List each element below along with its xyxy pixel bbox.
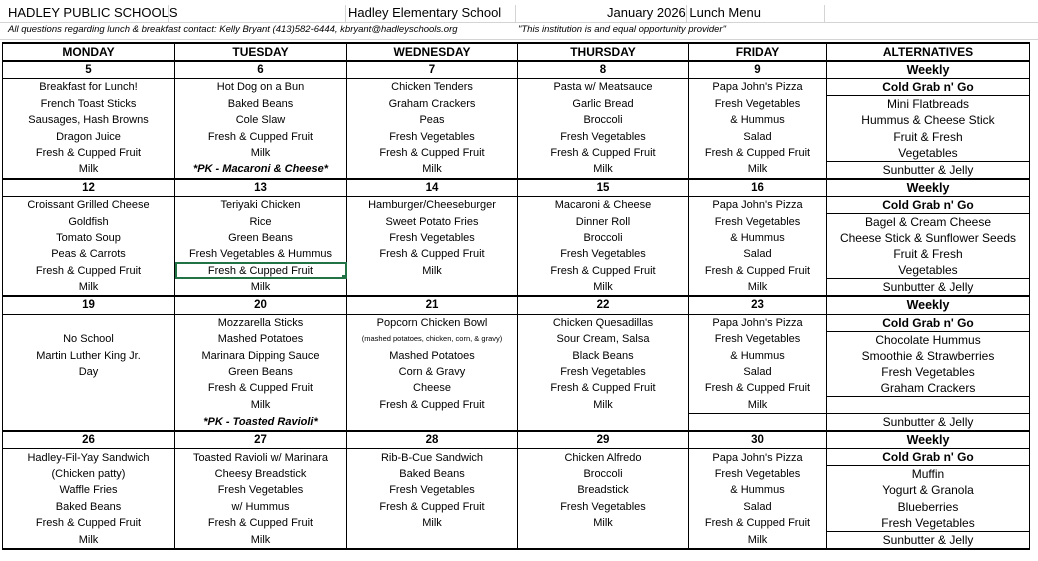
alternative-item[interactable]: Hummus & Cheese Stick xyxy=(827,112,1030,128)
menu-item[interactable]: Salad xyxy=(689,128,827,144)
menu-row xyxy=(3,161,1030,179)
alternative-item[interactable]: Vegetables xyxy=(827,145,1030,162)
menu-item[interactable] xyxy=(3,380,175,397)
weekly-label[interactable]: Weekly xyxy=(827,296,1030,314)
alternative-item[interactable]: Bagel & Cream Cheese xyxy=(827,213,1030,230)
date-cell[interactable]: 20 xyxy=(175,296,347,314)
menu-row xyxy=(3,145,1030,162)
menu-item[interactable]: Baked Beans xyxy=(3,499,175,515)
menu-item[interactable]: Fresh & Cupped Fruit xyxy=(3,262,175,279)
menu-item[interactable] xyxy=(347,531,518,549)
menu-item[interactable]: Fresh Vegetables xyxy=(689,331,827,348)
date-cell[interactable]: 30 xyxy=(689,431,827,449)
menu-item[interactable]: Milk xyxy=(518,279,689,297)
menu-row xyxy=(3,196,1030,213)
date-cell[interactable]: 23 xyxy=(689,296,827,314)
menu-row xyxy=(3,314,1030,331)
menu-item[interactable]: Fresh & Cupped Fruit xyxy=(3,145,175,162)
menu-item[interactable]: Broccoli xyxy=(518,230,689,246)
date-cell[interactable]: 12 xyxy=(3,179,175,197)
menu-item[interactable]: Peas xyxy=(347,112,518,128)
alternative-item[interactable]: Sunbutter & Jelly xyxy=(827,161,1030,179)
date-cell[interactable]: 27 xyxy=(175,431,347,449)
menu-item[interactable]: Dragon Juice xyxy=(3,128,175,144)
menu-item[interactable]: Fresh & Cupped Fruit xyxy=(689,262,827,279)
weekly-label[interactable]: Weekly xyxy=(827,431,1030,449)
menu-item[interactable]: Milk xyxy=(518,396,689,413)
menu-item[interactable]: Fresh & Cupped Fruit xyxy=(518,380,689,397)
menu-item[interactable]: Milk xyxy=(175,145,347,162)
alternative-item[interactable]: Mini Flatbreads xyxy=(827,96,1030,113)
menu-item[interactable]: Papa John's Pizza xyxy=(689,79,827,96)
menu-item[interactable]: Sweet Potato Fries xyxy=(347,213,518,230)
menu-item[interactable]: Milk xyxy=(3,531,175,549)
menu-item[interactable]: Fresh Vegetables xyxy=(689,96,827,113)
menu-item[interactable]: Broccoli xyxy=(518,112,689,128)
menu-item[interactable]: Fresh Vegetables & Hummus xyxy=(175,246,347,262)
menu-item[interactable]: Milk xyxy=(175,396,347,413)
column-header-alternatives[interactable]: ALTERNATIVES xyxy=(827,43,1030,61)
menu-item[interactable]: Fresh Vegetables xyxy=(347,128,518,144)
menu-item[interactable]: w/ Hummus xyxy=(175,499,347,515)
menu-item[interactable] xyxy=(3,414,175,432)
menu-item[interactable]: Hamburger/Cheeseburger xyxy=(347,196,518,213)
date-cell[interactable]: 5 xyxy=(3,61,175,79)
menu-item[interactable]: Milk xyxy=(518,161,689,179)
menu-item[interactable]: Fresh Vegetables xyxy=(347,230,518,246)
menu-item[interactable]: (Chicken patty) xyxy=(3,466,175,483)
menu-item[interactable]: Cheese xyxy=(347,380,518,397)
menu-item[interactable]: & Hummus xyxy=(689,482,827,498)
menu-item[interactable]: Martin Luther King Jr. xyxy=(3,348,175,364)
menu-item[interactable]: Cheesy Breadstick xyxy=(175,466,347,483)
alternative-item[interactable]: Cold Grab n' Go xyxy=(827,196,1030,213)
weekly-label[interactable]: Weekly xyxy=(827,179,1030,197)
alternative-item[interactable]: Yogurt & Granola xyxy=(827,482,1030,498)
menu-item[interactable]: Fresh & Cupped Fruit xyxy=(689,380,827,397)
menu-item[interactable]: Fresh & Cupped Fruit xyxy=(3,515,175,532)
menu-item[interactable]: Hot Dog on a Bun xyxy=(175,79,347,96)
menu-item[interactable]: Fresh & Cupped Fruit xyxy=(175,380,347,397)
date-cell[interactable]: 13 xyxy=(175,179,347,197)
menu-row xyxy=(3,499,1030,515)
menu-item[interactable]: Macaroni & Cheese xyxy=(518,196,689,213)
menu-item[interactable]: Rice xyxy=(175,213,347,230)
menu-item[interactable]: Milk xyxy=(689,396,827,413)
menu-item[interactable]: Milk xyxy=(689,279,827,297)
menu-item[interactable]: Chicken Alfredo xyxy=(518,449,689,466)
menu-item[interactable]: Breadstick xyxy=(518,482,689,498)
menu-item[interactable]: Fresh Vegetables xyxy=(518,246,689,262)
alternative-item[interactable]: Fruit & Fresh xyxy=(827,246,1030,262)
lunch-menu-table xyxy=(2,42,1030,550)
menu-item[interactable]: Graham Crackers xyxy=(347,96,518,113)
notice-cell[interactable]: "This institution is and equal opportunity provider" xyxy=(518,24,726,35)
menu-item[interactable]: Sausages, Hash Browns xyxy=(3,112,175,128)
menu-item[interactable]: Toasted Ravioli w/ Marinara xyxy=(175,449,347,466)
menu-item[interactable]: French Toast Sticks xyxy=(3,96,175,113)
menu-item[interactable]: Papa John's Pizza xyxy=(689,449,827,466)
menu-item[interactable]: Teriyaki Chicken xyxy=(175,196,347,213)
menu-item[interactable]: & Hummus xyxy=(689,348,827,364)
alternative-item[interactable]: Sunbutter & Jelly xyxy=(827,414,1030,432)
menu-row xyxy=(3,246,1030,262)
menu-item[interactable]: Fresh & Cupped Fruit xyxy=(518,262,689,279)
column-header-wednesday[interactable]: WEDNESDAY xyxy=(347,43,518,61)
menu-row xyxy=(3,348,1030,364)
date-cell[interactable]: 22 xyxy=(518,296,689,314)
menu-item[interactable]: Dinner Roll xyxy=(518,213,689,230)
alternative-item[interactable]: Chocolate Hummus xyxy=(827,331,1030,348)
menu-item[interactable]: Mashed Potatoes xyxy=(175,331,347,348)
menu-item[interactable]: Mashed Potatoes xyxy=(347,348,518,364)
alternative-item[interactable]: Fresh Vegetables xyxy=(827,364,1030,380)
date-cell[interactable]: 14 xyxy=(347,179,518,197)
menu-item[interactable]: Papa John's Pizza xyxy=(689,196,827,213)
menu-item[interactable]: Fresh & Cupped Fruit xyxy=(347,145,518,162)
menu-row xyxy=(3,396,1030,413)
date-cell[interactable]: 19 xyxy=(3,296,175,314)
menu-item[interactable]: Fresh & Cupped Fruit xyxy=(347,396,518,413)
week-4-date-row xyxy=(3,431,1030,449)
menu-item[interactable]: Milk xyxy=(347,161,518,179)
menu-item[interactable]: Mozzarella Sticks xyxy=(175,314,347,331)
menu-item[interactable]: Fresh & Cupped Fruit xyxy=(518,145,689,162)
menu-item[interactable]: Tomato Soup xyxy=(3,230,175,246)
alternative-item[interactable]: Muffin xyxy=(827,466,1030,483)
menu-item[interactable]: Cole Slaw xyxy=(175,112,347,128)
menu-item[interactable]: Milk xyxy=(347,262,518,279)
contact-cell[interactable]: All questions regarding lunch & breakfast contact: Kelly Bryant (413)582-6444, kbryant@hadleyschools.org xyxy=(8,24,458,35)
menu-item[interactable]: Fresh Vegetables xyxy=(689,213,827,230)
menu-item[interactable]: Green Beans xyxy=(175,230,347,246)
menu-item[interactable]: Popcorn Chicken Bowl xyxy=(347,314,518,331)
menu-item[interactable]: Pasta w/ Meatsauce xyxy=(518,79,689,96)
fill-handle[interactable] xyxy=(342,275,347,279)
menu-item[interactable]: Milk xyxy=(175,279,347,297)
menu-item[interactable] xyxy=(518,531,689,549)
menu-row xyxy=(3,380,1030,397)
week-2-date-row xyxy=(3,179,1030,197)
alternative-item[interactable]: Fruit & Fresh xyxy=(827,128,1030,144)
day-header-row xyxy=(3,43,1030,61)
menu-item[interactable]: Fresh & Cupped Fruit xyxy=(175,515,347,532)
title-row xyxy=(0,5,1038,23)
date-cell[interactable]: 28 xyxy=(347,431,518,449)
date-cell[interactable]: 16 xyxy=(689,179,827,197)
menu-item[interactable]: Fresh & Cupped Fruit xyxy=(689,515,827,532)
menu-item[interactable]: *PK - Macaroni & Cheese* xyxy=(175,161,347,179)
date-cell[interactable]: 21 xyxy=(347,296,518,314)
menu-row xyxy=(3,213,1030,230)
alternative-item[interactable]: Cold Grab n' Go xyxy=(827,449,1030,466)
menu-item[interactable]: Papa John's Pizza xyxy=(689,314,827,331)
menu-item[interactable] xyxy=(347,414,518,432)
menu-row xyxy=(3,112,1030,128)
menu-item[interactable] xyxy=(3,396,175,413)
date-cell[interactable]: 8 xyxy=(518,61,689,79)
menu-item[interactable]: Croissant Grilled Cheese xyxy=(3,196,175,213)
alternative-item[interactable]: Cold Grab n' Go xyxy=(827,79,1030,96)
column-header-thursday[interactable]: THURSDAY xyxy=(518,43,689,61)
menu-item[interactable]: Baked Beans xyxy=(347,466,518,483)
menu-item[interactable]: Sour Cream, Salsa xyxy=(518,331,689,348)
menu-item[interactable]: Milk xyxy=(347,515,518,532)
menu-item[interactable] xyxy=(689,414,827,432)
menu-row xyxy=(3,515,1030,532)
menu-item[interactable]: Breakfast for Lunch! xyxy=(3,79,175,96)
menu-item[interactable]: Fresh Vegetables xyxy=(518,128,689,144)
alternative-item[interactable]: Vegetables xyxy=(827,262,1030,279)
menu-item[interactable]: Salad xyxy=(689,364,827,380)
menu-item[interactable]: Milk xyxy=(689,161,827,179)
alternative-item[interactable]: Sunbutter & Jelly xyxy=(827,531,1030,549)
menu-item[interactable]: Rib-B-Cue Sandwich xyxy=(347,449,518,466)
menu-item[interactable] xyxy=(347,279,518,297)
date-cell[interactable]: 29 xyxy=(518,431,689,449)
menu-item[interactable]: Goldfish xyxy=(3,213,175,230)
menu-item[interactable]: Corn & Gravy xyxy=(347,364,518,380)
menu-item[interactable]: Marinara Dipping Sauce xyxy=(175,348,347,364)
alternative-item[interactable]: Fresh Vegetables xyxy=(827,515,1030,532)
menu-row xyxy=(3,331,1030,348)
column-header-monday[interactable]: MONDAY xyxy=(3,43,175,61)
date-cell[interactable]: 9 xyxy=(689,61,827,79)
column-header-tuesday[interactable]: TUESDAY xyxy=(175,43,347,61)
menu-row xyxy=(3,128,1030,144)
alternative-item[interactable] xyxy=(827,396,1030,413)
menu-item[interactable]: Fresh & Cupped Fruit xyxy=(347,499,518,515)
menu-item[interactable] xyxy=(3,314,175,331)
menu-item[interactable]: Chicken Quesadillas xyxy=(518,314,689,331)
menu-item[interactable]: & Hummus xyxy=(689,230,827,246)
menu-item[interactable]: Day xyxy=(3,364,175,380)
date-cell[interactable]: 7 xyxy=(347,61,518,79)
menu-item[interactable]: (mashed potatoes, chicken, corn, & gravy) xyxy=(347,331,518,348)
menu-item[interactable]: Salad xyxy=(689,499,827,515)
week-3-date-row xyxy=(3,296,1030,314)
menu-item[interactable]: Chicken Tenders xyxy=(347,79,518,96)
menu-row xyxy=(3,531,1030,549)
menu-item[interactable]: Green Beans xyxy=(175,364,347,380)
alternative-item[interactable]: Cheese Stick & Sunflower Seeds xyxy=(827,230,1030,246)
menu-item[interactable]: Fresh & Cupped Fruit xyxy=(175,262,347,279)
menu-row xyxy=(3,96,1030,113)
menu-item[interactable]: *PK - Toasted Ravioli* xyxy=(175,414,347,432)
menu-item[interactable]: Salad xyxy=(689,246,827,262)
menu-item[interactable]: Garlic Bread xyxy=(518,96,689,113)
menu-row xyxy=(3,414,1030,432)
alternative-item[interactable]: Blueberries xyxy=(827,499,1030,515)
menu-title-cell[interactable]: January 2026 Lunch Menu xyxy=(607,5,761,20)
alternative-item[interactable]: Smoothie & Strawberries xyxy=(827,348,1030,364)
district-cell[interactable]: HADLEY PUBLIC SCHOOLS xyxy=(8,5,178,20)
menu-item[interactable]: Hadley-Fil-Yay Sandwich xyxy=(3,449,175,466)
weekly-label[interactable]: Weekly xyxy=(827,61,1030,79)
menu-item[interactable]: & Hummus xyxy=(689,112,827,128)
menu-item[interactable]: Fresh Vegetables xyxy=(175,482,347,498)
menu-row xyxy=(3,482,1030,498)
menu-item[interactable]: Fresh Vegetables xyxy=(518,364,689,380)
menu-row xyxy=(3,466,1030,483)
menu-item[interactable]: Waffle Fries xyxy=(3,482,175,498)
menu-item[interactable]: No School xyxy=(3,331,175,348)
menu-item[interactable]: Baked Beans xyxy=(175,96,347,113)
alternative-item[interactable]: Graham Crackers xyxy=(827,380,1030,397)
menu-item[interactable]: Fresh Vegetables xyxy=(347,482,518,498)
week-1-date-row xyxy=(3,61,1030,79)
menu-item[interactable]: Milk xyxy=(175,531,347,549)
menu-row xyxy=(3,230,1030,246)
menu-item[interactable]: Black Beans xyxy=(518,348,689,364)
menu-item[interactable]: Milk xyxy=(689,531,827,549)
menu-row xyxy=(3,449,1030,466)
date-cell[interactable]: 6 xyxy=(175,61,347,79)
menu-row xyxy=(3,262,1030,279)
contact-row xyxy=(0,23,1038,40)
menu-item[interactable]: Fresh & Cupped Fruit xyxy=(689,145,827,162)
menu-item[interactable]: Fresh & Cupped Fruit xyxy=(347,246,518,262)
date-cell[interactable]: 15 xyxy=(518,179,689,197)
menu-item[interactable]: Milk xyxy=(518,515,689,532)
alternative-item[interactable]: Sunbutter & Jelly xyxy=(827,279,1030,297)
alternative-item[interactable]: Cold Grab n' Go xyxy=(827,314,1030,331)
menu-item[interactable]: Peas & Carrots xyxy=(3,246,175,262)
menu-row xyxy=(3,364,1030,380)
menu-row xyxy=(3,79,1030,96)
menu-row xyxy=(3,279,1030,297)
menu-item[interactable]: Milk xyxy=(3,161,175,179)
menu-item[interactable]: Milk xyxy=(3,279,175,297)
menu-item[interactable]: Fresh Vegetables xyxy=(518,499,689,515)
date-cell[interactable]: 26 xyxy=(3,431,175,449)
menu-item[interactable] xyxy=(518,414,689,432)
menu-item[interactable]: Fresh & Cupped Fruit xyxy=(175,128,347,144)
menu-item[interactable]: Broccoli xyxy=(518,466,689,483)
menu-item[interactable]: Fresh Vegetables xyxy=(689,466,827,483)
column-header-friday[interactable]: FRIDAY xyxy=(689,43,827,61)
school-cell[interactable]: Hadley Elementary School xyxy=(348,5,502,20)
